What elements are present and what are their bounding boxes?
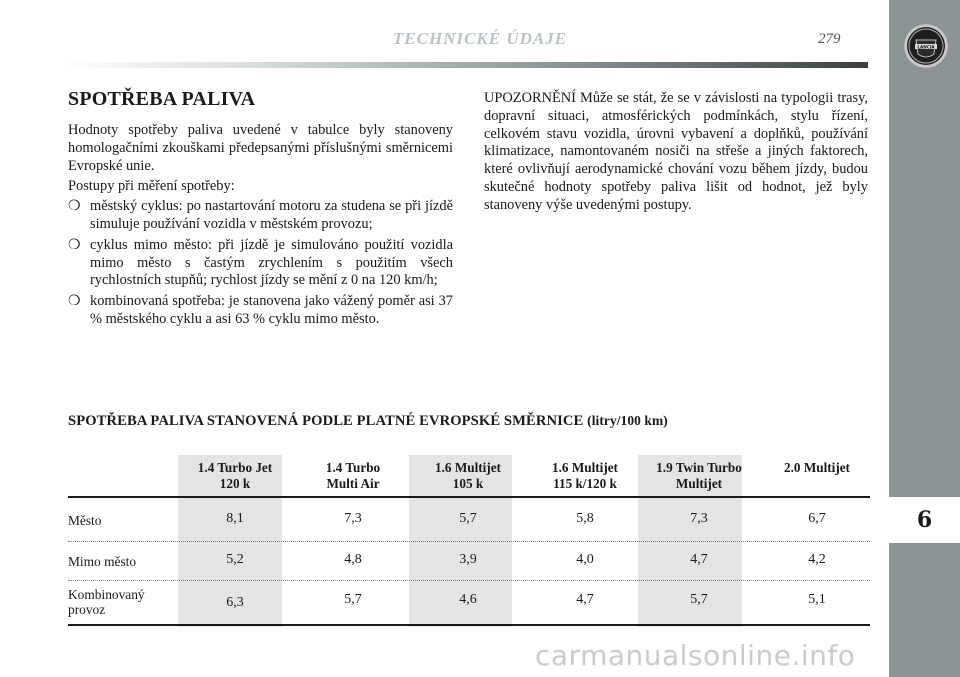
bullet-text: městský cyklus: po nastartování motoru za studena se při jízdě simuluje používání vozidla v městském provozu;	[90, 198, 453, 232]
table-title-text: SPOTŘEBA PALIVA STANOVENÁ PODLE PLATNÉ EVROPSKÉ SMĚRNICE	[68, 413, 584, 429]
column-header	[646, 460, 752, 492]
chapter-tab: 6	[889, 497, 960, 543]
column-header-line: 1.6 Multijet	[435, 460, 501, 475]
table-cell: 8,1	[226, 511, 244, 526]
table-cell: 4,6	[459, 592, 477, 607]
table-cell: 3,9	[459, 552, 477, 567]
table-cell: 5,1	[808, 592, 826, 607]
list-item	[68, 237, 453, 290]
row-divider	[68, 541, 870, 542]
row-divider	[68, 580, 870, 581]
side-band	[889, 0, 960, 677]
table-cell: 5,2	[226, 552, 244, 567]
column-header	[415, 460, 521, 492]
section-title: SPOTŘEBA PALIVA	[68, 88, 256, 110]
column-header-line: 1.6 Multijet	[552, 460, 618, 475]
column-header-line: Multijet	[675, 476, 723, 491]
table-bottom-rule	[68, 624, 870, 626]
row-label-line: provoz	[68, 602, 106, 617]
table-cell: 4,7	[576, 592, 594, 607]
header-rule	[62, 62, 868, 68]
left-column	[68, 88, 453, 332]
column-header-line: 1.9 Twin Turbo	[656, 460, 742, 475]
table-header-rule	[68, 496, 870, 498]
row-label	[68, 587, 145, 617]
table-cell: 4,8	[344, 552, 362, 567]
column-header-line: Multi Air	[326, 476, 380, 491]
column-header	[764, 460, 870, 476]
table-cell: 5,7	[344, 592, 362, 607]
procedures-label: Postupy při měření spotřeby:	[68, 178, 235, 195]
column-header	[182, 460, 288, 492]
warning-paragraph: UPOZORNĚNÍ Může se stát, že se v závislosti na typologii trasy, dopravní situaci, atmosférických podmínkách, stylu řízení, celkovém stavu vozidla, úrovni vybavení a doplňků, používání klimatizace, namontovaném nosiči na střeše a jiných faktorech, které ovlivňují aerodynamické chování vozu během jízdy, budou skutečné hodnoty spotřeby paliva lišit od hodnot, jež byly stanoveny výše uvedenými postupy.	[484, 90, 868, 213]
list-item	[68, 198, 453, 234]
column-header-line: 115 k/120 k	[553, 476, 617, 491]
consumption-table	[68, 455, 870, 629]
row-label: Město	[68, 513, 102, 528]
row-label-line: Kombinovaný	[68, 587, 145, 602]
ring-bullet-icon: ❍	[68, 294, 81, 310]
intro-paragraph: Hodnoty spotřeby paliva uvedené v tabulce byly stanoveny homologačními zkouškami předepsanými příslušnými směrnicemi Evropské unie.	[68, 122, 453, 174]
table-cell: 7,3	[690, 511, 708, 526]
table-title	[68, 413, 668, 430]
column-header-line: 105 k	[452, 476, 484, 491]
table-cell: 6,3	[226, 595, 244, 610]
table-cell: 4,7	[690, 552, 708, 567]
table-cell: 5,7	[690, 592, 708, 607]
column-header-line: 1.4 Turbo	[325, 460, 381, 475]
logo-text: LANCIA	[917, 44, 935, 50]
header-title: TECHNICKÉ ÚDAJE	[392, 29, 568, 48]
table-cell: 4,2	[808, 552, 826, 567]
table-cell: 4,0	[576, 552, 594, 567]
right-column	[484, 90, 868, 215]
bullet-text: kombinovaná spotřeba: je stanovena jako vážený poměr asi 37 % městského cyklu a asi 63 % cyklu mimo město.	[90, 293, 453, 327]
ring-bullet-icon: ❍	[68, 199, 81, 215]
table-cell: 6,7	[808, 511, 826, 526]
list-item	[68, 293, 453, 329]
column-header-line: 1.4 Turbo Jet	[197, 460, 273, 475]
table-cell: 5,7	[459, 511, 477, 526]
column-header-line: 2.0 Multijet	[784, 460, 850, 475]
lancia-logo-icon	[904, 24, 948, 68]
column-header-line: 120 k	[219, 476, 251, 491]
ring-bullet-icon: ❍	[68, 237, 81, 253]
watermark: carmanualsonline.info	[535, 639, 856, 672]
table-unit: (litry/100 km)	[587, 413, 668, 428]
page-number: 279	[818, 31, 841, 47]
column-header	[532, 460, 638, 492]
procedure-list	[68, 198, 453, 329]
table-cell: 7,3	[344, 511, 362, 526]
column-header	[300, 460, 406, 492]
bullet-text: cyklus mimo město: při jízdě je simulováno použití vozidla mimo město s častým zrychlením s použitím všech rychlostních stupňů; rychlost jízdy se mění z 0 na 120 km/h;	[90, 236, 453, 289]
row-label: Mimo město	[68, 554, 137, 569]
table-cell: 5,8	[576, 511, 594, 526]
